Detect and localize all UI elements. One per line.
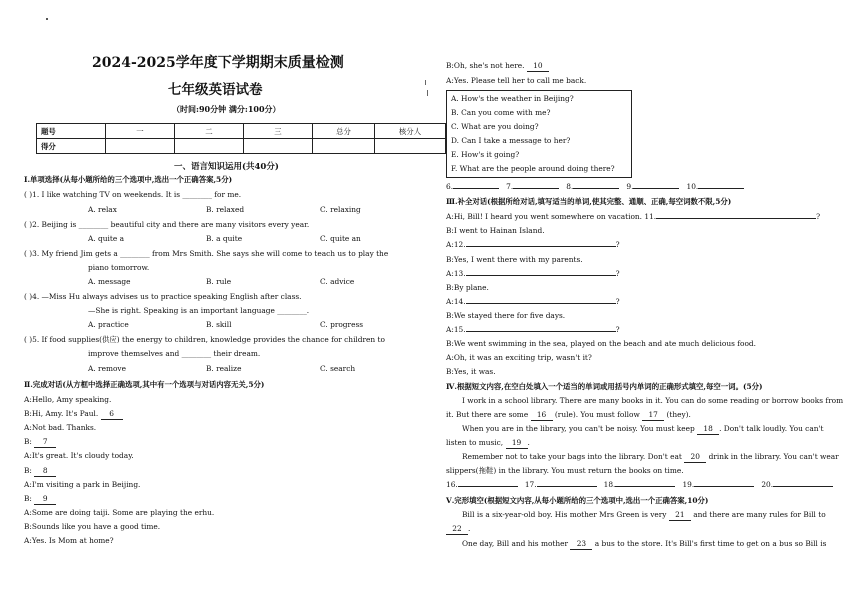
answer-blank[interactable] bbox=[513, 188, 559, 189]
table-header: 一 bbox=[106, 124, 175, 139]
option-item: A. How's the weather in Beijing? bbox=[451, 94, 574, 103]
answer-blank[interactable] bbox=[453, 188, 499, 189]
passage-line: it. But there are some 16 (rule). You must follow 17 (they). bbox=[446, 410, 691, 419]
part-heading: Ⅱ.完成对话(从方框中选择正确选项,其中有一个选项与对话内容无关,5分) bbox=[24, 380, 265, 389]
question-3-cont: piano tomorrow. bbox=[88, 263, 150, 272]
option-item: C. What are you doing? bbox=[451, 122, 539, 131]
dialog-line: B:We went swimming in the sea, played on the beach and ate much delicious food. bbox=[446, 339, 756, 348]
answer-blank[interactable] bbox=[537, 486, 597, 487]
question-4-reply: —She is right. Speaking is an important language ________. bbox=[88, 306, 310, 315]
table-row bbox=[37, 124, 446, 139]
option-item: B. Can you come with me? bbox=[451, 108, 551, 117]
table-header: 总分 bbox=[313, 124, 375, 139]
answer-blank[interactable] bbox=[466, 303, 616, 304]
table-header: 核分人 bbox=[375, 124, 446, 139]
answer-line: 16. 17. 18. 19. 20. bbox=[446, 480, 833, 490]
passage-line: Bill is a six-year-old boy. His mother Mrs Green is very 21 and there are many rules for Bill to bbox=[462, 510, 826, 519]
answer-blank[interactable]: 17 bbox=[642, 410, 664, 421]
answer-blank[interactable] bbox=[466, 246, 616, 247]
answer-blank[interactable]: 22 bbox=[446, 524, 468, 535]
dialog-line: B: 8 bbox=[24, 466, 56, 477]
answer-blank[interactable] bbox=[466, 331, 616, 332]
option: C. search bbox=[320, 364, 356, 373]
dialog-line: A:13. ? bbox=[446, 269, 620, 278]
question-1: ( )1. I like watching TV on weekends. It is ________ for me. bbox=[24, 190, 242, 199]
table-cell[interactable] bbox=[375, 139, 446, 154]
question-5-cont: improve themselves and ________ their dream. bbox=[88, 349, 261, 358]
table-row bbox=[37, 139, 446, 154]
dialog-line: B:Hi, Amy. It's Paul. 6 bbox=[24, 409, 123, 420]
answer-blank[interactable]: 19 bbox=[506, 438, 528, 449]
dialog-line: A:Hello, Amy speaking. bbox=[24, 395, 112, 404]
dialog-line: B:Yes, it was. bbox=[446, 367, 496, 376]
dialog-line: A:Some are doing taiji. Some are playing the erhu. bbox=[24, 508, 215, 517]
passage-line: One day, Bill and his mother 23 a bus to the store. It's Bill's first time to get on a bus so Bill is bbox=[462, 539, 827, 548]
dialog-line: B:By plane. bbox=[446, 283, 489, 292]
dialog-line: B: 9 bbox=[24, 494, 56, 505]
answer-blank[interactable]: 23 bbox=[570, 539, 592, 550]
part-heading: Ⅴ.完形填空(根据短文内容,从每小题所给的三个选项中,选出一个正确答案,10分) bbox=[446, 496, 709, 505]
answer-blank[interactable]: 9 bbox=[34, 494, 56, 505]
answer-blank[interactable]: 8 bbox=[34, 466, 56, 477]
option: A. message bbox=[88, 277, 131, 286]
passage-line: Remember not to take your bags into the library. Don't eat 20 drink in the library. You can't wear bbox=[462, 452, 839, 461]
table-header: 题号 bbox=[37, 124, 106, 139]
answer-blank[interactable] bbox=[694, 486, 754, 487]
answer-blank[interactable] bbox=[656, 218, 816, 219]
dialog-line: A:Hi, Bill! I heard you went somewhere on vacation. 11. ? bbox=[446, 212, 821, 221]
question-5: ( )5. If food supplies(供应) the energy to children, knowledge provides the chance for children to bbox=[24, 335, 385, 344]
answer-blank[interactable]: 6 bbox=[101, 409, 123, 420]
part-heading: Ⅰ.单项选择(从每小题所给的三个选项中,选出一个正确答案,5分) bbox=[24, 175, 233, 184]
question-4: ( )4. —Miss Hu always advises us to practice speaking English after class. bbox=[24, 292, 302, 301]
dialog-line: B: 7 bbox=[24, 437, 56, 448]
answer-blank[interactable] bbox=[698, 188, 744, 189]
dialog-line: A:Oh, it was an exciting trip, wasn't it? bbox=[446, 353, 592, 362]
table-header: 三 bbox=[244, 124, 313, 139]
passage-line: slippers(拖鞋) in the library. You must return the books on time. bbox=[446, 466, 684, 475]
answer-blank[interactable] bbox=[466, 275, 616, 276]
exam-subtitle: 七年级英语试卷 bbox=[168, 82, 263, 98]
answer-blank[interactable] bbox=[458, 486, 518, 487]
dialog-line: A:Yes. Please tell her to call me back. bbox=[446, 76, 587, 85]
table-cell: 得分 bbox=[37, 139, 106, 154]
answer-blank[interactable] bbox=[615, 486, 675, 487]
options-box bbox=[446, 90, 632, 178]
exam-timing: （时间:90分钟 满分:100分） bbox=[172, 104, 281, 114]
option-item: F. What are the people around doing there? bbox=[451, 164, 615, 173]
dialog-line: B:We stayed there for five days. bbox=[446, 311, 566, 320]
answer-line: 6. 7. 8. 9. 10. bbox=[446, 182, 744, 192]
answer-blank[interactable]: 18 bbox=[697, 424, 719, 435]
answer-blank[interactable]: 20 bbox=[684, 452, 706, 463]
answer-blank[interactable] bbox=[573, 188, 619, 189]
answer-blank[interactable]: 21 bbox=[669, 510, 691, 521]
passage-line: When you are in the library, you can't be noisy. You must keep 18 . Don't talk loudly. You can't bbox=[462, 424, 824, 433]
dialog-line: A:It's great. It's cloudy today. bbox=[24, 451, 134, 460]
table-header: 二 bbox=[175, 124, 244, 139]
dialog-line: A:Not bad. Thanks. bbox=[24, 423, 97, 432]
table-cell[interactable] bbox=[244, 139, 313, 154]
score-table bbox=[36, 123, 446, 154]
table-cell[interactable] bbox=[106, 139, 175, 154]
dialog-line: A:I'm visiting a park in Beijing. bbox=[24, 480, 141, 489]
option: B. realize bbox=[206, 364, 242, 373]
answer-blank[interactable] bbox=[773, 486, 833, 487]
option: A. relax bbox=[88, 205, 117, 214]
answer-blank[interactable] bbox=[633, 188, 679, 189]
dialog-line: A:14. ? bbox=[446, 297, 620, 306]
table-cell[interactable] bbox=[175, 139, 244, 154]
dialog-line: B:Sounds like you have a good time. bbox=[24, 522, 161, 531]
dialog-line: A:12. ? bbox=[446, 240, 620, 249]
table-cell[interactable] bbox=[313, 139, 375, 154]
answer-blank[interactable]: 16 bbox=[531, 410, 553, 421]
dialog-line: B:Oh, she's not here. 10 bbox=[446, 61, 549, 72]
question-3: ( )3. My friend Jim gets a ________ from Mrs Smith. She says she will come to teach us to play the bbox=[24, 249, 389, 258]
dialog-line: A:15. ? bbox=[446, 325, 620, 334]
option: A. quite a bbox=[88, 234, 124, 243]
option: C. relaxing bbox=[320, 205, 361, 214]
option: C. quite an bbox=[320, 234, 361, 243]
part-heading: Ⅲ.补全对话(根据所给对话,填写适当的单词,使其完整、通顺、正确,每空词数不限,5分) bbox=[446, 197, 732, 206]
part-heading: Ⅳ.根据短文内容,在空白处填入一个适当的单词或用括号内单词的正确形式填空,每空一词。(5分) bbox=[446, 382, 763, 391]
option: C. advice bbox=[320, 277, 355, 286]
option: B. a quite bbox=[206, 234, 243, 243]
option: B. skill bbox=[206, 320, 232, 329]
scan-speck bbox=[46, 18, 48, 20]
question-2: ( )2. Beijing is ________ beautiful city and there are many visitors every year. bbox=[24, 220, 310, 229]
option-item: E. How's it going? bbox=[451, 150, 520, 159]
section-heading: 一、语言知识运用(共40分) bbox=[174, 162, 279, 172]
passage-line: I work in a school library. There are many books in it. You can do some reading or borrow books from bbox=[462, 396, 844, 405]
option: A. remove bbox=[88, 364, 126, 373]
dialog-line: A:Yes. Is Mom at home? bbox=[24, 536, 114, 545]
option: B. rule bbox=[206, 277, 232, 286]
option: B. relaxed bbox=[206, 205, 245, 214]
answer-blank[interactable]: 10 bbox=[527, 61, 549, 72]
dialog-line: B:I went to Hainan Island. bbox=[446, 226, 545, 235]
binding-mark bbox=[425, 80, 426, 85]
binding-mark bbox=[427, 90, 428, 96]
option: C. progress bbox=[320, 320, 364, 329]
dialog-line: B:Yes, I went there with my parents. bbox=[446, 255, 583, 264]
exam-title: 2024-2025学年度下学期期末质量检测 bbox=[92, 55, 344, 71]
option-item: D. Can I take a message to her? bbox=[451, 136, 571, 145]
passage-line: 22 . bbox=[446, 524, 470, 535]
answer-blank[interactable]: 7 bbox=[34, 437, 56, 448]
passage-line: listen to music, 19 . bbox=[446, 438, 530, 447]
option: A. practice bbox=[88, 320, 129, 329]
